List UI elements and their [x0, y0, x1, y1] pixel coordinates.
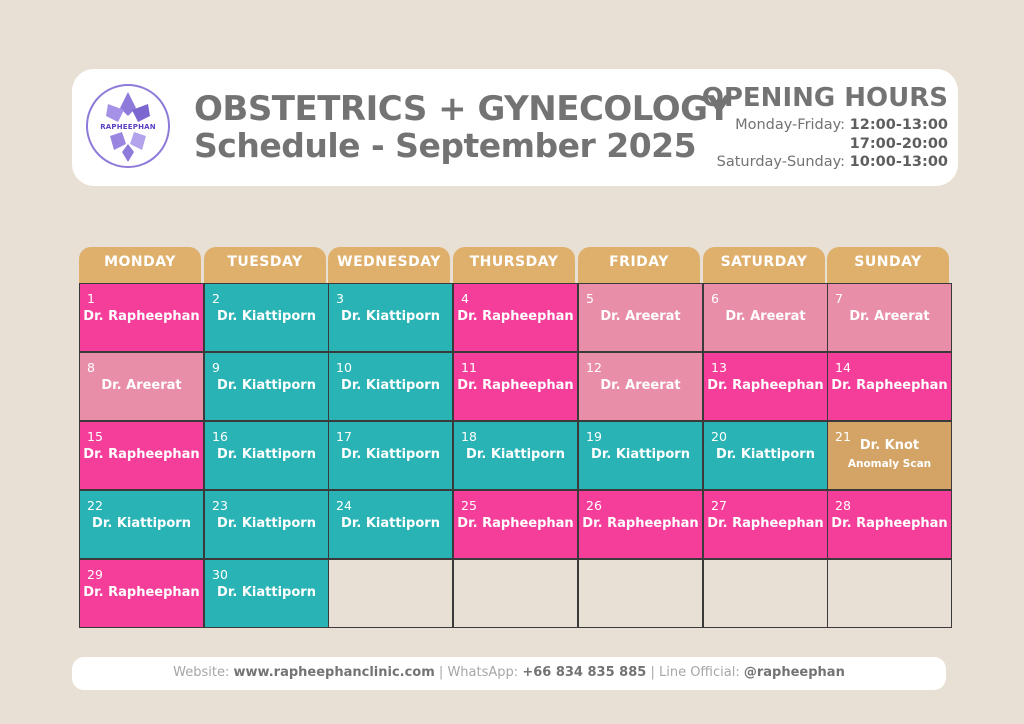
- day-number: 29: [87, 567, 103, 582]
- calendar-day-cell: [827, 283, 952, 352]
- day-number: 23: [212, 498, 228, 513]
- day-number: 6: [711, 291, 719, 306]
- calendar-day-cell: [578, 352, 703, 421]
- calendar-day-cell: [827, 421, 952, 490]
- calendar-day-cell: [79, 559, 204, 628]
- empty-day-cell: [703, 559, 828, 628]
- calendar-day-cell: [578, 421, 703, 490]
- doctor-name: Dr. Areerat: [600, 309, 681, 324]
- calendar-day-cell: [328, 283, 453, 352]
- weekday-hours-1: 12:00-13:00: [849, 117, 948, 133]
- day-number: 18: [461, 429, 477, 444]
- weekday-hours-2: 17:00-20:00: [849, 136, 948, 152]
- doctor-name: Dr. Kiattiporn: [591, 447, 690, 462]
- page-subtitle: Schedule - September 2025: [194, 126, 697, 165]
- empty-day-cell: [578, 559, 703, 628]
- day-header-saturday: SATURDAY: [703, 247, 825, 283]
- doctor-name: Dr. Kiattiporn: [217, 378, 316, 393]
- day-header-wednesday: WEDNESDAY: [328, 247, 450, 283]
- calendar-day-cell: [703, 283, 828, 352]
- day-header-friday: FRIDAY: [578, 247, 700, 283]
- website-link[interactable]: www.rapheephanclinic.com: [233, 665, 435, 680]
- contact-footer: [72, 657, 946, 690]
- day-number: 17: [336, 429, 352, 444]
- doctor-name: Dr. Kiattiporn: [217, 516, 316, 531]
- doctor-name: Dr. Areerat: [101, 378, 182, 393]
- whatsapp-label: WhatsApp:: [447, 665, 519, 680]
- day-number: 30: [212, 567, 228, 582]
- day-number: 1: [87, 291, 95, 306]
- empty-day-cell: [827, 559, 952, 628]
- clinic-logo: [86, 84, 170, 168]
- doctor-name: Dr. Kiattiporn: [341, 447, 440, 462]
- doctor-name: Dr. Rapheephan: [83, 309, 200, 324]
- calendar-day-cell: [79, 490, 204, 559]
- calendar-day-cell: [79, 283, 204, 352]
- doctor-name: Dr. Kiattiporn: [716, 447, 815, 462]
- calendar-day-cell: [453, 490, 578, 559]
- doctor-name: Dr. Kiattiporn: [341, 378, 440, 393]
- calendar-day-cell: [453, 283, 578, 352]
- calendar-day-cell: [204, 490, 329, 559]
- header-card: [72, 69, 958, 186]
- logo-text: RAPHEEPHAN: [100, 123, 156, 131]
- calendar-day-cell: [703, 352, 828, 421]
- doctor-name: Dr. Kiattiporn: [341, 309, 440, 324]
- day-number: 12: [586, 360, 602, 375]
- separator: |: [438, 665, 444, 680]
- calendar-day-cell: [328, 352, 453, 421]
- doctor-name: Dr. Kiattiporn: [92, 516, 191, 531]
- calendar-day-cell: [453, 421, 578, 490]
- doctor-name: Dr. Kiattiporn: [466, 447, 565, 462]
- day-number: 26: [586, 498, 602, 513]
- page-title: OBSTETRICS + GYNECOLOGY: [194, 89, 731, 129]
- day-number: 27: [711, 498, 727, 513]
- doctor-name: Dr. Rapheephan: [457, 309, 574, 324]
- weekend-label: Saturday-Sunday:: [716, 154, 846, 170]
- calendar-day-cell: [328, 421, 453, 490]
- doctor-name: Dr. Areerat: [600, 378, 681, 393]
- day-header-monday: MONDAY: [79, 247, 201, 283]
- weekday-hours-evening: [850, 136, 948, 152]
- doctor-name: Dr. Kiattiporn: [217, 585, 316, 600]
- weekend-hours-value: 10:00-13:00: [849, 154, 948, 170]
- weekend-hours: [717, 154, 948, 170]
- weekday-hours: [735, 117, 948, 133]
- doctor-name: Dr. Rapheephan: [83, 585, 200, 600]
- day-number: 28: [835, 498, 851, 513]
- day-number: 2: [212, 291, 220, 306]
- calendar-day-cell: [703, 421, 828, 490]
- day-number: 16: [212, 429, 228, 444]
- calendar-day-cell: [703, 490, 828, 559]
- line-label: Line Official:: [658, 665, 740, 680]
- doctor-name: Dr. Rapheephan: [582, 516, 699, 531]
- day-number: 24: [336, 498, 352, 513]
- day-number: 7: [835, 291, 843, 306]
- separator: |: [650, 665, 655, 680]
- doctor-name: Dr. Areerat: [849, 309, 930, 324]
- day-number: 9: [212, 360, 220, 375]
- calendar-day-cell: [827, 352, 952, 421]
- calendar-day-cell: [204, 283, 329, 352]
- weekday-label: Monday-Friday:: [735, 117, 846, 133]
- day-number: 19: [586, 429, 602, 444]
- day-header-sunday: SUNDAY: [827, 247, 949, 283]
- day-number: 4: [461, 291, 469, 306]
- day-header-thursday: THURSDAY: [453, 247, 575, 283]
- doctor-name: Dr. Kiattiporn: [217, 447, 316, 462]
- day-number: 20: [711, 429, 727, 444]
- calendar-day-cell: [79, 352, 204, 421]
- calendar-day-cell: [204, 421, 329, 490]
- empty-day-cell: [453, 559, 578, 628]
- calendar-day-cell: [328, 490, 453, 559]
- doctor-name: Dr. Kiattiporn: [217, 309, 316, 324]
- doctor-name: Dr. Knot: [859, 438, 920, 453]
- doctor-name: Dr. Rapheephan: [831, 516, 948, 531]
- appointment-note: Anomaly Scan: [847, 458, 932, 470]
- calendar-day-cell: [827, 490, 952, 559]
- day-number: 11: [461, 360, 477, 375]
- day-number: 25: [461, 498, 477, 513]
- doctor-name: Dr. Areerat: [725, 309, 806, 324]
- empty-day-cell: [328, 559, 453, 628]
- day-number: 13: [711, 360, 727, 375]
- doctor-name: Dr. Rapheephan: [707, 516, 824, 531]
- opening-hours-title: OPENING HOURS: [701, 83, 948, 113]
- doctor-name: Dr. Rapheephan: [831, 378, 948, 393]
- line-handle[interactable]: @rapheephan: [743, 665, 845, 680]
- doctor-name: Dr. Rapheephan: [457, 378, 574, 393]
- calendar-day-cell: [453, 352, 578, 421]
- calendar-day-cell: [578, 283, 703, 352]
- doctor-name: Dr. Kiattiporn: [341, 516, 440, 531]
- calendar-day-cell: [79, 421, 204, 490]
- day-number: 10: [336, 360, 352, 375]
- day-number: 8: [87, 360, 95, 375]
- doctor-name: Dr. Rapheephan: [707, 378, 824, 393]
- day-header-tuesday: TUESDAY: [204, 247, 326, 283]
- calendar-grid: [79, 283, 952, 628]
- calendar-day-cell: [204, 559, 329, 628]
- whatsapp-number[interactable]: +66 834 835 885: [522, 665, 647, 680]
- calendar-day-cell: [578, 490, 703, 559]
- day-number: 21: [835, 429, 851, 444]
- calendar-day-cell: [204, 352, 329, 421]
- doctor-name: Dr. Rapheephan: [83, 447, 200, 462]
- doctor-name: Dr. Rapheephan: [457, 516, 574, 531]
- website-label: Website:: [173, 665, 230, 680]
- day-number: 14: [835, 360, 851, 375]
- day-number: 3: [336, 291, 344, 306]
- day-number: 5: [586, 291, 594, 306]
- day-number: 22: [87, 498, 103, 513]
- day-number: 15: [87, 429, 103, 444]
